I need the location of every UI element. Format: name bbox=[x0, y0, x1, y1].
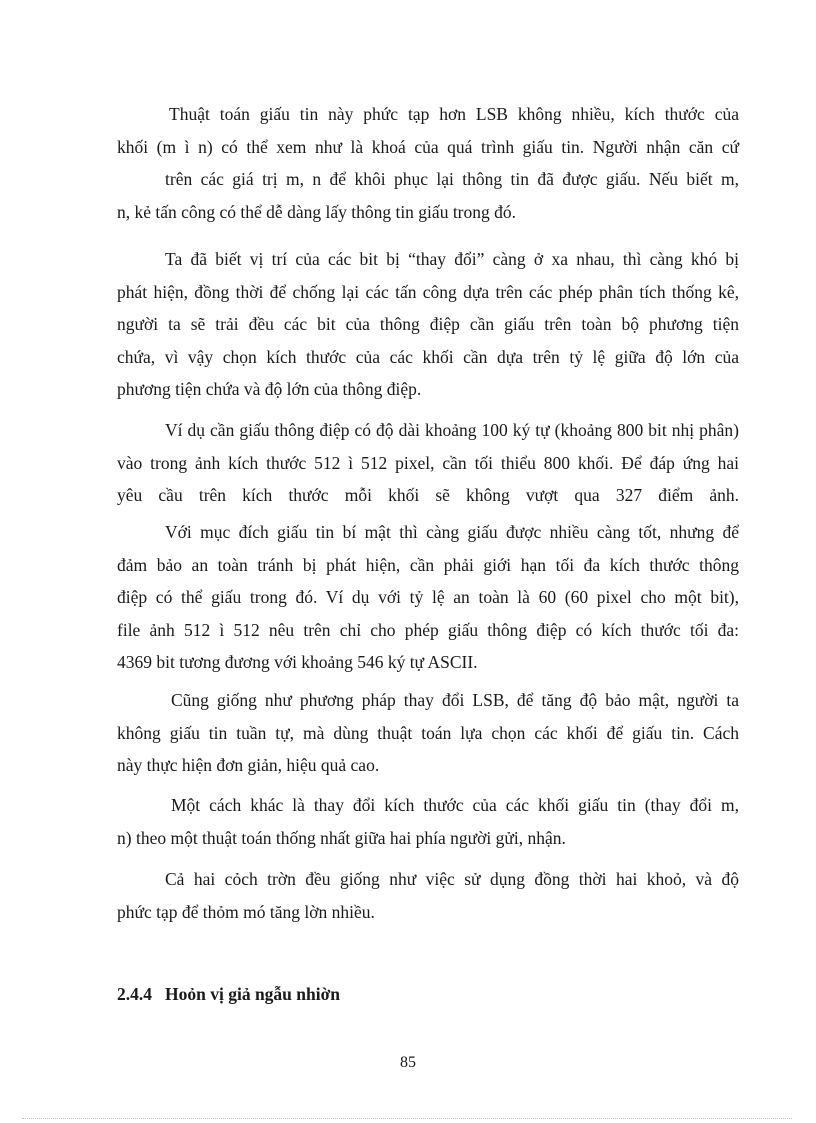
paragraph-4 bbox=[117, 516, 739, 679]
paragraph-5 bbox=[117, 684, 739, 782]
paragraph-line: khối (m ì n) có thể xem như là khoá của quá trình giấu tin. Người nhận căn cứ bbox=[117, 136, 739, 157]
paragraph-3 bbox=[117, 414, 739, 512]
paragraph-line: người ta sẽ trải đều các bit của thông điệp cần giấu trên toàn bộ phương tiện bbox=[117, 314, 739, 334]
paragraph-line: đảm bảo an toàn tránh bị phát hiện, cần phải giới hạn tối đa kích thước thông bbox=[117, 554, 739, 575]
paragraph-line: này thực hiện đơn giản, hiệu quả cao. bbox=[117, 755, 380, 775]
page-number: 85 bbox=[400, 1054, 416, 1071]
paragraph-2 bbox=[117, 243, 739, 406]
paragraph-line: chứa, vì vậy chọn kích thước của các khối cần dựa trên tỷ lệ giữa độ lớn của bbox=[117, 346, 739, 367]
section-title: Hoỏn vị giả ngẫu nhiờn bbox=[165, 984, 341, 1004]
paragraph-line: Ta đã biết vị trí của các bit bị “thay đổi” càng ở xa nhau, thì càng khó bị bbox=[165, 249, 739, 269]
paragraph-line: vào trong ảnh kích thước 512 ì 512 pixel, cần tối thiểu 800 khối. Để đáp ứng hai bbox=[117, 452, 739, 473]
paragraph-line: Cũng giống như phương pháp thay đổi LSB, để tăng độ bảo mật, người ta bbox=[171, 690, 739, 710]
paragraph-line: Thuật toán giấu tin này phức tạp hơn LSB không nhiều, kích thước của bbox=[169, 104, 739, 124]
paragraph-line: 4369 bit tương đương với khoảng 546 ký tự ASCII. bbox=[117, 652, 478, 672]
paragraph-1 bbox=[117, 98, 739, 228]
paragraph-line: Ví dụ cần giấu thông điệp có độ dài khoảng 100 ký tự (khoảng 800 bit nhị phân) bbox=[165, 420, 739, 440]
paragraph-line: trên các giá trị m, n để khôi phục lại thông tin đã được giấu. Nếu biết m, bbox=[165, 169, 739, 189]
paragraph-line: n, kẻ tấn công có thể dễ dàng lấy thông tin giấu trong đó. bbox=[117, 201, 517, 222]
paragraph-line: Một cách khác là thay đổi kích thước của các khối giấu tin (thay đổi m, bbox=[171, 795, 739, 815]
paragraph-line: n) theo một thuật toán thống nhất giữa hai phía người gửi, nhận. bbox=[117, 827, 566, 848]
paragraph-line: phát hiện, đồng thời để chống lại các tấn công dựa trên các phép phân tích thống kê, bbox=[117, 281, 739, 302]
paragraph-line: yêu cầu trên kích thước mỗi khối sẽ không vượt qua 327 điểm ảnh. bbox=[117, 485, 739, 505]
paragraph-line: file ảnh 512 ì 512 nêu trên chỉ cho phép giấu thông điệp có kích thước tối đa: bbox=[117, 619, 739, 640]
paragraph-line: Với mục đích giấu tin bí mật thì càng giấu được nhiều càng tốt, nhưng để bbox=[165, 522, 739, 542]
paragraph-line: Cả hai cỏch trờn đều giống như việc sử dụng đồng thời hai khoỏ, và độ bbox=[165, 869, 739, 889]
paragraph-line: phức tạp để thỏm mó tăng lờn nhiều. bbox=[117, 901, 375, 922]
paragraph-line: phương tiện chứa và độ lớn của thông điệp. bbox=[117, 379, 422, 399]
footer-divider bbox=[22, 1118, 792, 1119]
paragraph-line: điệp có thể giấu trong đó. Ví dụ với tỷ lệ an toàn là 60 (60 pixel cho một bit), bbox=[117, 587, 739, 607]
paragraph-7 bbox=[117, 863, 739, 928]
section-heading bbox=[117, 980, 340, 1008]
paragraph-line: không giấu tin tuần tự, mà dùng thuật toán lựa chọn các khối để giấu tin. Cách bbox=[117, 722, 739, 743]
section-number: 2.4.4 bbox=[117, 984, 152, 1004]
paragraph-6 bbox=[117, 789, 739, 854]
